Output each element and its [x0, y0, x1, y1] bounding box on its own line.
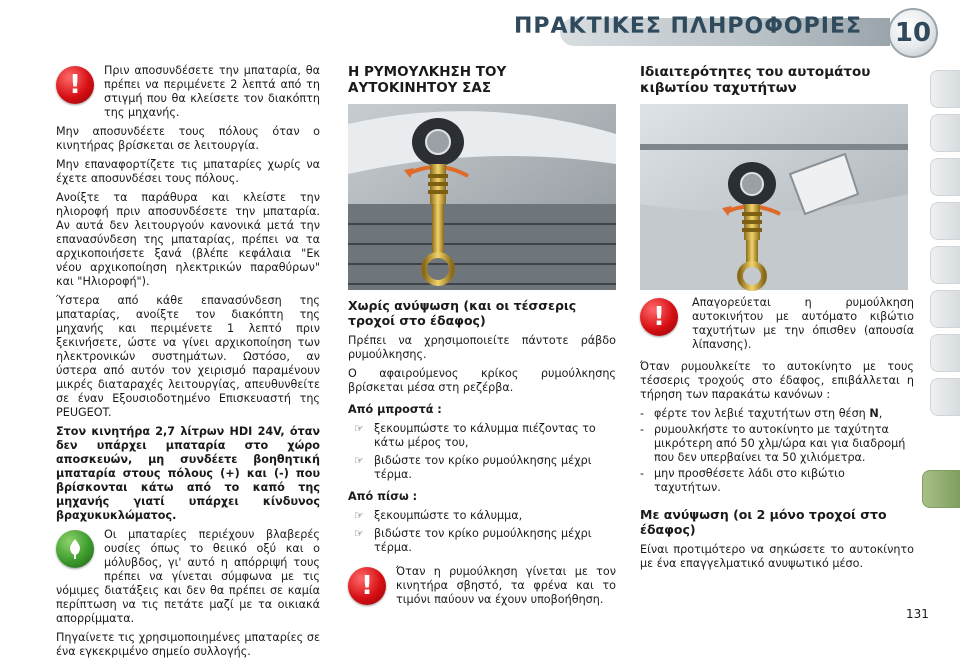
- list-item: [354, 527, 616, 555]
- column-left: [56, 64, 320, 664]
- recycle-icon: [56, 530, 94, 568]
- paragraph: Ο αφαιρούμενος κρίκος ρυμούλκησης βρίσκεται μέσα στη ρεζέρβα.: [348, 367, 616, 394]
- towing-eye-rear-photo: [640, 104, 908, 290]
- page-title: ΠΡΑΚΤΙΚΕΣ ΠΛΗΡΟΦΟΡΙΕΣ: [513, 14, 862, 39]
- chapter-tab[interactable]: [930, 290, 960, 328]
- gear-position-label: N: [869, 407, 879, 420]
- list-item-text: ρυμουλκήστε το αυτοκίνητο με ταχύτητα μικρότερη από 50 χλμ/ώρα και για διαδρομή που δεν υπερβαίνει τα 50 χιλιόμετρα.: [654, 423, 906, 464]
- chapter-tab[interactable]: [930, 158, 960, 196]
- pointing-hand-icon: ☞: [354, 527, 364, 540]
- section-title-no-lift: Χωρίς ανύψωση (και οι τέσσερις τροχοί στο έδαφος): [348, 298, 577, 328]
- list-item-text-main: φέρτε τον λεβιέ ταχυτήτων στη θέση: [654, 407, 870, 420]
- dash-marker: -: [640, 467, 645, 480]
- recycle-icon-box: [56, 530, 94, 568]
- chapter-badge: 10: [888, 8, 938, 58]
- warning-icon: !: [56, 66, 94, 104]
- list-item: [354, 509, 616, 523]
- chapter-tab[interactable]: [930, 334, 960, 372]
- list-item: [640, 423, 914, 465]
- paragraph: Πηγαίνετε τις χρησιμοποιημένες μπαταρίες σε ένα εγκεκριμένο σημείο συλλογής.: [56, 631, 320, 658]
- front-title: Από μπροστά :: [348, 403, 442, 416]
- towing-eye-front-photo: [348, 104, 616, 290]
- chapter-tab[interactable]: [930, 202, 960, 240]
- list-item-text: μην προσθέσετε λάδι στο κιβώτιο ταχυτήτων.: [654, 467, 845, 494]
- battery-warning-text: Πριν αποσυνδέσετε την μπαταρία, θα πρέπει να περιμένετε 2 λεπτά από τη στιγμή που θα κλείσετε τον διακόπτη της μηχανής.: [104, 64, 320, 119]
- pointing-hand-icon: ☞: [354, 509, 364, 522]
- paragraph: Ανοίξτε τα παράθυρα και κλείστε την ηλιοροφή πριν αποσυνδέσετε την μπαταρία. Αν αυτά δεν λειτουργούν κανονικά μετά την επανασύνδεση της μπαταρίας, πρέπει να τα αρχικοποιήσετε ξανά (βλέπε κεφάλαια "Εκ νέου αρχικοποίηση ηλεκτρικών παραθύρων" και "Ηλιοροφή").: [56, 191, 320, 288]
- hdi-warning-text: Στον κινητήρα 2,7 λίτρων HDI 24V, όταν δεν υπάρχει μπαταρία στο χώρο αποσκευών, μη συνδέετε βοηθητική μπαταρία στους πόλους (+) και (-) που βρίσκονται κάτω από το καπό της μηχανής γιατί υπάρχει κίνδυνος βραχυκυκλώματος.: [56, 425, 320, 522]
- warning-icon-box: [640, 298, 678, 336]
- dash-marker: -: [640, 423, 645, 436]
- paragraph: Είναι προτιμότερο να σηκώσετε το αυτοκίνητο με ένα επαγγελματικό ανυψωτικό μέσο.: [640, 543, 914, 570]
- list-item-text: ξεκουμπώστε το κάλυμμα,: [374, 509, 523, 522]
- list-item-text: βιδώστε τον κρίκο ρυμούλκησης μέχρι τέρμα.: [374, 527, 592, 554]
- pointing-hand-icon: ☞: [354, 454, 364, 467]
- section-title-towing: Η ΡΥΜΟΥΛΚΗΣΗ ΤΟΥ ΑΥΤΟΚΙΝΗΤΟΥ ΣΑΣ: [348, 64, 507, 96]
- list-item: [354, 422, 616, 450]
- list-item: [640, 407, 914, 421]
- paragraph: Μην επαναφορτίζετε τις μπαταρίες χωρίς να έχετε αποσυνδέσει τους πόλους.: [56, 158, 320, 185]
- warning-icon: !: [640, 298, 678, 336]
- warning-icon-box: [348, 567, 386, 605]
- paragraph: Ύστερα από κάθε επανασύνδεση της μπαταρίας, ανοίξτε τον διακόπτη της μηχανής και περιμένετε 1 λεπτό πριν ξεκινήσετε, ώστε να γίνει αρχικοποίηση των ηλεκτρονικών συστημάτων. Ωστόσο, αν ύστερα από αυτόν τον χειρισμό παραμένουν μικρές διαταραχές λειτουργίας, απευθυνθείτε σε έναν Εξουσιοδοτημένο Επισκευαστή της PEUGEOT.: [56, 294, 320, 419]
- paragraph: Πρέπει να χρησιμοποιείτε πάντοτε ράβδο ρυμούλκησης.: [348, 334, 616, 361]
- page-number: 131: [906, 607, 929, 621]
- page-header: [0, 0, 960, 58]
- paragraph: Μην αποσυνδέετε τους πόλους όταν ο κινητήρας βρίσκεται σε λειτουργία.: [56, 125, 320, 152]
- engine-off-warning-text: Όταν η ρυμούλκηση γίνεται με τον κινητήρα σβηστό, τα φρένα και το τιμόνι παύουν να έχουν υποβοήθηση.: [396, 565, 616, 606]
- rear-title: Από πίσω :: [348, 490, 418, 503]
- warning-icon: !: [348, 567, 386, 605]
- column-middle: [348, 64, 616, 612]
- battery-disposal-text: Οι μπαταρίες περιέχουν βλαβερές ουσίες όπως το θειικό οξύ και ο μόλυβδος, γι' αυτό η απόρριψή τους πρέπει να γίνεται σύμφωνα με τις νόμιμες διατάξεις και δεν θα πρέπει σε καμία περίπτωση να τις πετάτε μαζί με τα οικιακά απορρίμματα.: [56, 528, 320, 625]
- list-item: [354, 454, 616, 482]
- list-item: [640, 467, 914, 495]
- section-title-with-lift: Με ανύψωση (οι 2 μόνο τροχοί στο έδαφος): [640, 507, 887, 537]
- reverse-tow-warning-text: Απαγορεύεται η ρυμούλκηση αυτοκινήτου με αυτόματο κιβώτιο ταχυτήτων με την όπισθεν (απουσία λίπανσης).: [692, 296, 914, 351]
- list-item-tail: ,: [878, 407, 883, 420]
- column-right: [640, 64, 914, 576]
- chapter-tab[interactable]: [930, 114, 960, 152]
- paragraph: Όταν ρυμουλκείτε το αυτοκίνητο με τους τέσσερις τροχούς στο έδαφος, επιβάλλεται η τήρηση των παρακάτω κανόνων :: [640, 360, 914, 401]
- list-item-text: βιδώστε τον κρίκο ρυμούλκησης μέχρι τέρμα.: [374, 454, 592, 481]
- chapter-tabs: [930, 70, 960, 630]
- list-item-text: [654, 407, 882, 421]
- warning-icon-box: [56, 66, 94, 104]
- chapter-tab[interactable]: [930, 70, 960, 108]
- chapter-tab[interactable]: [930, 378, 960, 416]
- chapter-tab-active[interactable]: [922, 470, 960, 508]
- list-item-text: ξεκουμπώστε το κάλυμμα πιέζοντας το κάτω μέρος του,: [374, 422, 596, 449]
- dash-marker: -: [640, 407, 645, 420]
- chapter-tab[interactable]: [930, 246, 960, 284]
- pointing-hand-icon: ☞: [354, 422, 364, 435]
- section-title-automatic: Ιδιαιτερότητες του αυτομάτου κιβωτίου ταχυτήτων: [640, 64, 871, 96]
